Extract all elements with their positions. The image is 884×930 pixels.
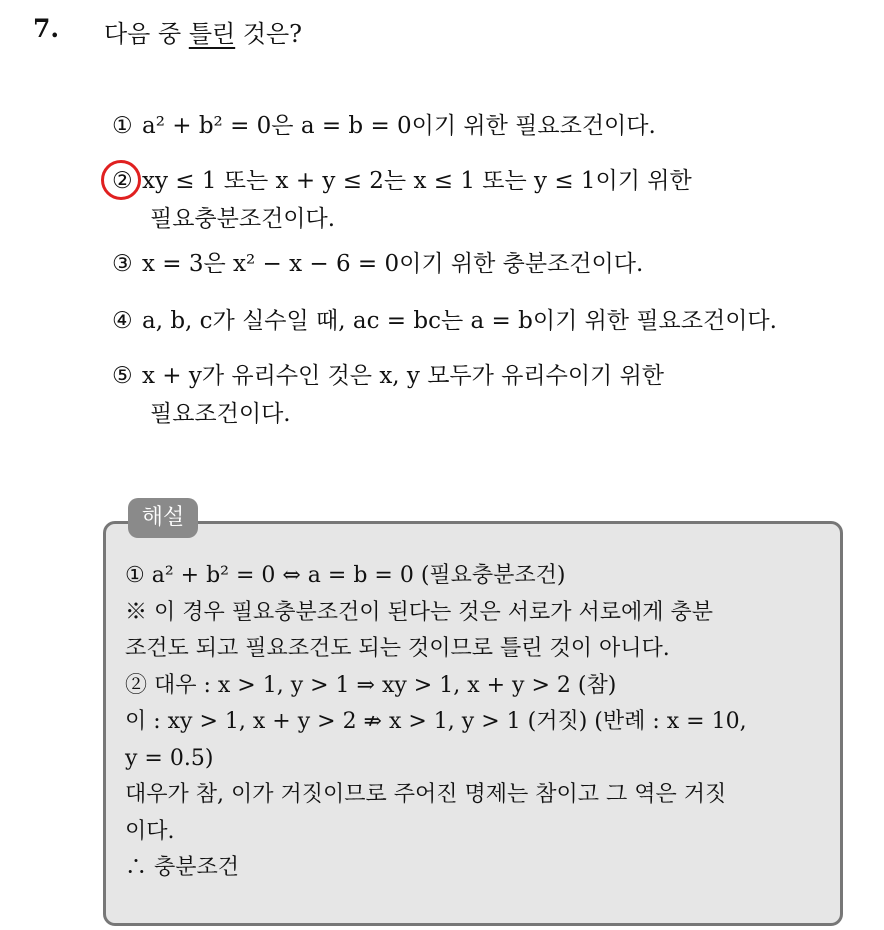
question-text-underlined: 틀린 [188, 20, 236, 48]
solution-line: 대우가 참, 이가 거짓이므로 주어진 명제는 참이고 그 역은 거짓 [125, 782, 727, 807]
solution-tag: 해설 [128, 498, 198, 538]
question-text-before: 다음 중 [104, 20, 189, 48]
choice-text-continued: 필요충분조건이다. [150, 206, 336, 232]
solution-line: 조건도 되고 필요조건도 되는 것이므로 틀린 것이 아니다. [125, 636, 670, 661]
solution-line: y = 0.5) [125, 745, 214, 771]
choice-4[interactable] [112, 302, 777, 340]
choice-text: a² + b² = 0은 a = b = 0이기 위한 필요조건이다. [142, 113, 656, 139]
choice-3[interactable] [112, 245, 643, 283]
choice-text: xy ≤ 1 또는 x + y ≤ 2는 x ≤ 1 또는 y ≤ 1이기 위한 [142, 168, 692, 194]
solution-line: 이 : xy > 1, x + y > 2 ⇏ x > 1, y > 1 (거짓) (반례 : x = 10, [125, 709, 747, 734]
choice-number: ⑤ [112, 363, 133, 389]
choice-5[interactable] [112, 357, 664, 433]
question-number: 7. [33, 14, 60, 43]
choice-text: a, b, c가 실수일 때, ac = bc는 a = b이기 위한 필요조건이다. [142, 308, 777, 334]
question-text-after: 것은? [235, 20, 303, 48]
choice-text: x + y가 유리수인 것은 x, y 모두가 유리수이기 위한 [142, 363, 665, 389]
choice-1[interactable] [112, 107, 656, 145]
solution-line: 이다. [125, 818, 175, 844]
choice-number: ③ [112, 251, 133, 277]
choice-text-continued: 필요조건이다. [150, 401, 291, 427]
solution-line: ∴ 충분조건 [125, 855, 240, 880]
question-text [104, 14, 302, 49]
solution-text [125, 558, 830, 887]
solution-line: ② 대우 : x > 1, y > 1 ⇒ xy > 1, x + y > 2 (참) [125, 672, 617, 698]
solution-line: ① a² + b² = 0 ⇔ a = b = 0 (필요충분조건) [125, 563, 566, 588]
choice-2[interactable] [112, 162, 692, 238]
answer-mark-circle [101, 160, 141, 200]
choice-number: ④ [112, 308, 133, 334]
choice-number: ② [112, 168, 133, 194]
choice-text: x = 3은 x² − x − 6 = 0이기 위한 충분조건이다. [142, 251, 644, 277]
solution-line: ※ 이 경우 필요충분조건이 된다는 것은 서로가 서로에게 충분 [125, 599, 713, 625]
choice-number: ① [112, 113, 133, 139]
